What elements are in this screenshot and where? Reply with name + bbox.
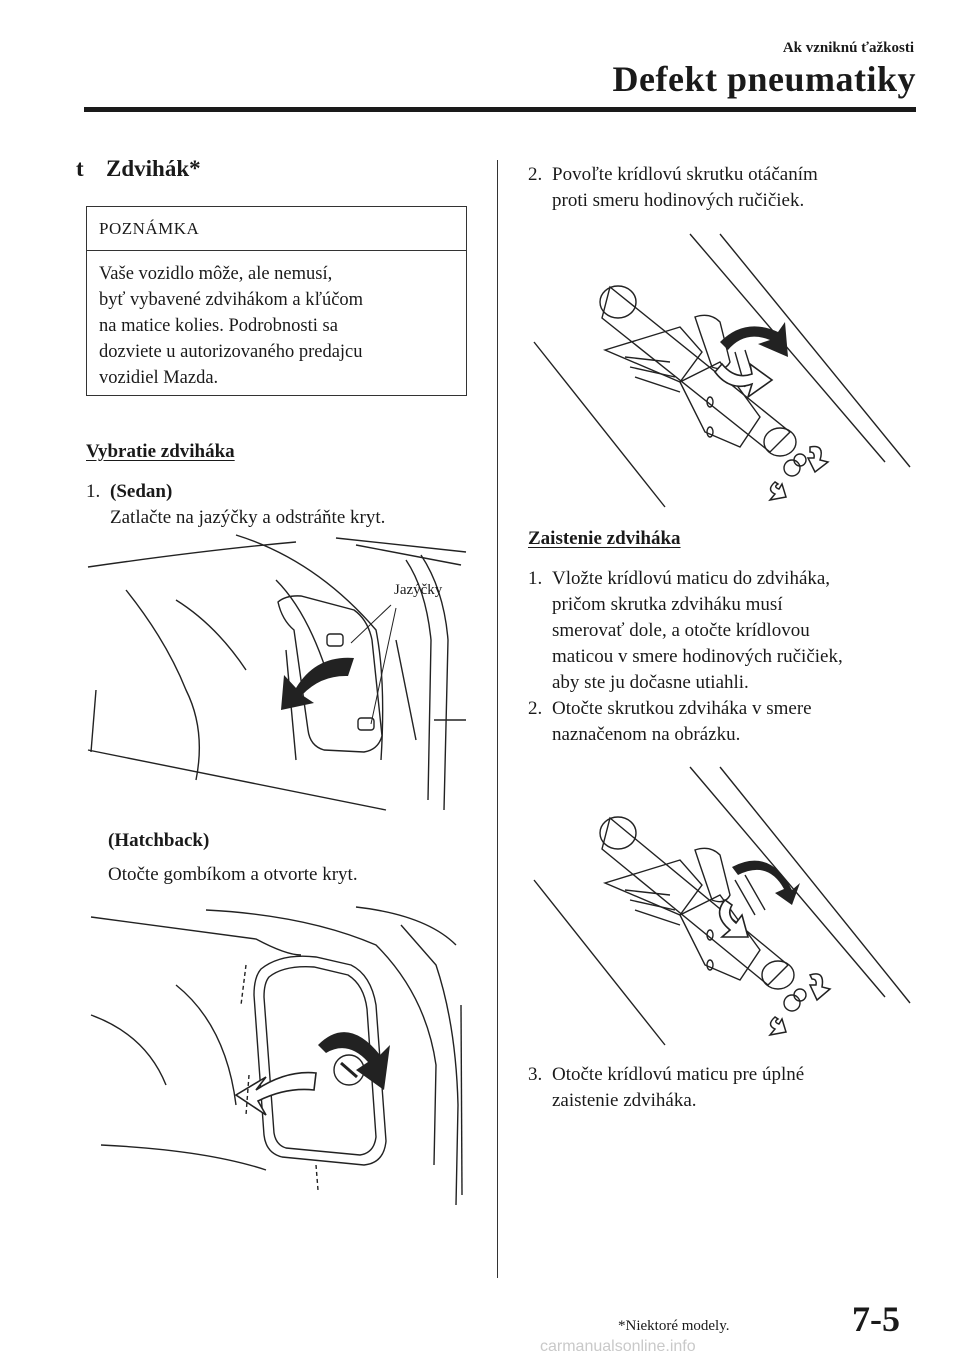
step-text: Vložte krídlovú maticu do zdviháka, [552,568,831,589]
sedan-instruction: Zatlačte na jazýčky a odstráňte kryt. [110,507,386,528]
step-text: maticou v smere hodinových ručičiek, [552,646,843,667]
note-title: POZNÁMKA [87,207,466,251]
step-text: Povoľte krídlovú skrutku otáčaním [552,164,818,185]
step-text: smerovať dole, a otočte krídlovou [552,620,810,641]
step-number: 2. [528,164,543,185]
section-bullet: t [76,156,84,181]
figure-jack-loosen [530,232,915,517]
secure-step-2 [528,696,812,748]
note-body [87,251,466,391]
step-text: zaistenie zdviháka. [552,1090,697,1111]
figure-hatchback-cover [86,905,476,1205]
note-box [86,206,467,396]
step-text: pričom skrutka zdviháku musí [552,594,783,615]
note-line: dozviete u autorizovaného predajcu [99,342,363,362]
watermark: carmanualsonline.info [540,1338,696,1355]
page-number: 7-5 [852,1299,900,1339]
section-heading [76,156,201,182]
hatchback-label: (Hatchback) [108,830,210,851]
section-heading-text: Zdvihák* [106,156,201,181]
note-line: Vaše vozidlo môže, ale nemusí, [99,264,333,284]
column-divider [497,160,498,1278]
header-rule [84,107,916,112]
step-number: 3. [528,1064,543,1085]
step-number: 1. [86,481,101,502]
step-1 [86,479,385,531]
right-step-2 [528,162,818,214]
step-number: 1. [528,568,543,589]
subheading-secure-jack: Zaistenie zdviháka [528,528,681,549]
secure-step-1 [528,566,843,696]
page-title: Defekt pneumatiky [612,59,916,99]
note-line: vozidiel Mazda. [99,368,219,388]
step-number: 2. [528,698,543,719]
subheading-remove-jack: Vybratie zdviháka [86,441,235,462]
step-text: aby ste ju dočasne utiahli. [552,672,749,693]
hatchback-instruction: Otočte gombíkom a otvorte kryt. [108,864,358,885]
footnote: *Niektoré modely. [618,1318,730,1334]
hatchback-block [108,828,358,888]
section-label: Ak vzniknú ťažkosti [782,40,914,56]
tabs-label: Jazýčky [394,582,443,598]
step-text: Otočte skrutkou zdviháka v smere [552,698,812,719]
note-line: byť vybavené zdvihákom a kľúčom [99,290,364,310]
step-text: proti smeru hodinových ručičiek. [552,190,805,211]
step-text: naznačenom na obrázku. [552,724,741,745]
step-text: Otočte krídlovú maticu pre úplné [552,1064,805,1085]
secure-step-3 [528,1062,804,1114]
figure-jack-tighten [530,765,915,1050]
figure-sedan-cover [86,530,476,820]
sedan-label: (Sedan) [110,481,173,502]
note-line: na matice kolies. Podrobnosti sa [99,316,338,336]
